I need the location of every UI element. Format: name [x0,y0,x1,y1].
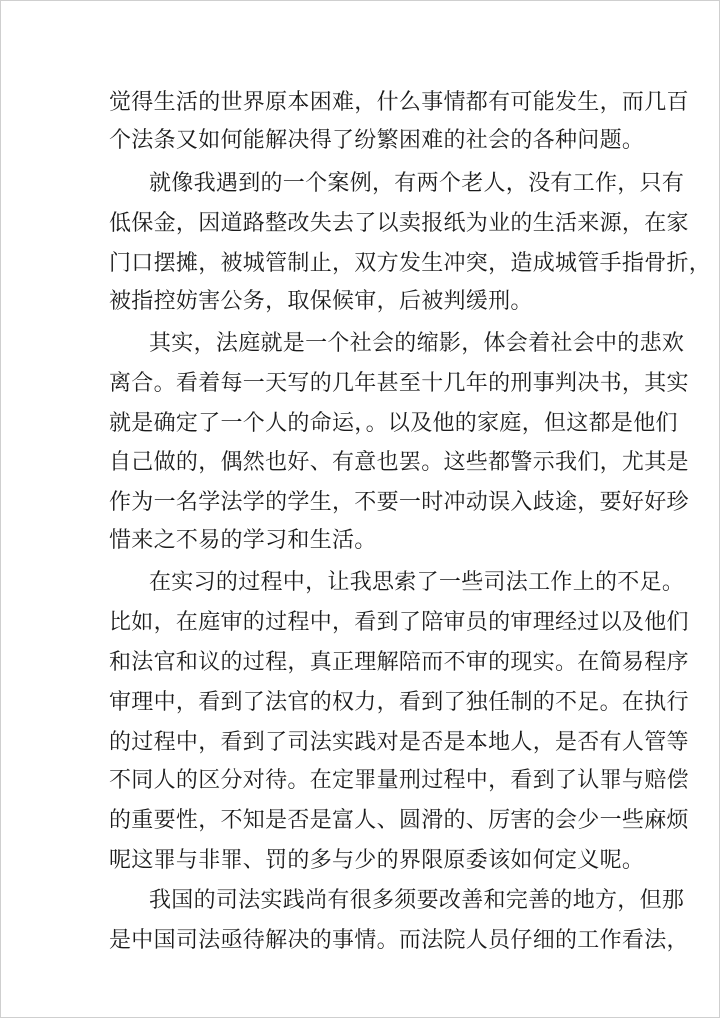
text-line: 自己做的，偶然也好、有意也罢。这些都警示我们，尤其是 [109,450,689,475]
paragraph-start-line: 其实，法庭就是一个社会的缩影，体会着社会中的悲欢 [149,331,685,356]
text-line: 和法官和议的过程，真正理解陪而不审的现实。在简易程序 [109,650,689,675]
text-line: 低保金，因道路整改失去了以卖报纸为业的生活来源，在家 [109,211,689,236]
text-line: 的过程中，看到了司法实践对是否是本地人，是否有人管等 [109,730,689,755]
text-line: 个法条又如何能解决得了纷繁困难的社会的各种问题。 [109,128,645,153]
text-line: 的重要性，不知是否是富人、圆滑的、厉害的会少一些麻烦 [109,808,689,833]
text-line: 被指控妨害公务，取保候审，后被判缓刑。 [109,289,533,314]
text-line: 离合。看着每一天写的几年甚至十几年的刑事判决书，其实 [109,371,689,396]
text-line: 作为一名学法学的学生，不要一时冲动误入歧途，要好好珍 [109,490,689,515]
text-line: 觉得生活的世界原本困难，什么事情都有可能发生，而几百 [109,90,689,115]
paragraph-start-line: 我国的司法实践尚有很多须要改善和完善的地方，但那 [149,888,685,913]
paragraph-start-line: 在实习的过程中，让我思索了一些司法工作上的不足。 [149,570,685,595]
text-line: 门口摆摊，被城管制止，双方发生冲突，造成城管手指骨折， [109,251,712,276]
text-line: 惜来之不易的学习和生活。 [109,528,377,553]
text-line: 审理中，看到了法官的权力，看到了独任制的不足。在执行 [109,690,689,715]
text-line: 不同人的区分对待。在定罪量刑过程中，看到了认罪与赔偿 [109,768,689,793]
text-line: 就是确定了一个人的命运，。以及他的家庭，但这都是他们 [109,411,678,436]
text-line: 是中国司法亟待解决的事情。而法院人员仔细的工作看法， [109,928,689,953]
text-line: 呢这罪与非罪、罚的多与少的界限原委该如何定义呢。 [109,848,645,873]
paragraph-start-line: 就像我遇到的一个案例，有两个老人，没有工作，只有 [149,171,685,196]
text-line: 比如，在庭审的过程中，看到了陪审员的审理经过以及他们 [109,610,689,635]
